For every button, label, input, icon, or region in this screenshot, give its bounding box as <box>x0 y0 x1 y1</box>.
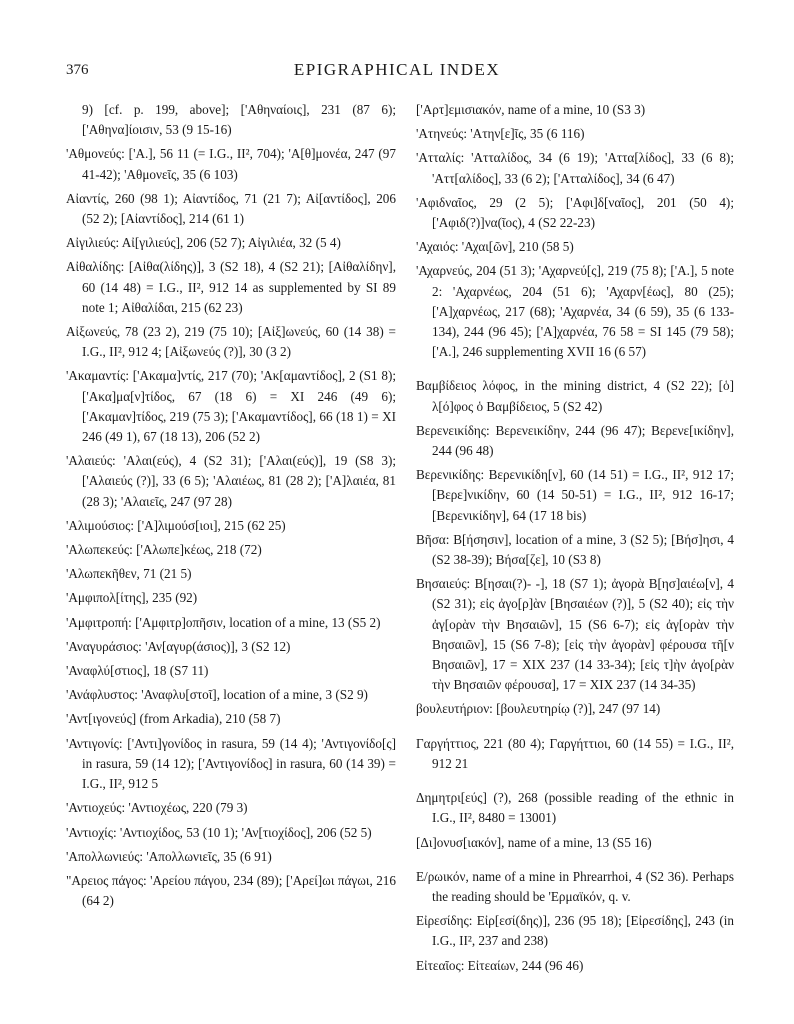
index-entry: 'Αθμονεύς: ['Α.], 56 11 (= I.G., II², 704); 'Α[θ]μονέα, 247 (97 41-42); 'Αθμονεῖς, 35 (6 103) <box>66 146 396 182</box>
index-entry: 'Ατηνεύς: 'Ατην[ε]ῖς, 35 (6 116) <box>416 126 585 142</box>
page-number: 376 <box>66 62 89 78</box>
index-entry: Βερενικίδης: Βερενικίδη[ν], 60 (14 51) = I.G., II², 912 17; [Βερε]νικίδην, 60 (14 50-51) = I.G., II², 912 16-17; [Βερενικίδην], 64 (17 18 bis) <box>416 467 734 523</box>
index-entry: Αἰαντίς, 260 (98 1); Αἰαντίδος, 71 (21 7); Αἰ[αντίδος], 206 (52 2); [Αἰαντίδος], 214 (61 1) <box>66 190 396 227</box>
index-entry: 'Αφιδναῖος, 29 (2 5); ['Αφι]δ[ναῖος], 201 (50 4); ['Αφιδ(?)]να(ῖος), 4 (S2 22-23) <box>416 194 734 231</box>
index-entry: 'Αλιμούσιος: ['Α]λιμούσ[ιοι], 215 (62 25) <box>66 517 286 533</box>
index-entry: 9) [cf. p. 199, above]; ['Αθηναίοις], 231 (87 6); ['Αθηνα]ίοισιν, 53 (9 15-16) <box>82 102 396 138</box>
index-entry: 'Αντ[ιγονεύς] (from Arkadia), 210 (58 7) <box>66 711 281 727</box>
index-entry: Γαργήττιος, 221 (80 4); Γαργήττιοι, 60 (14 55) = I.G., II², 912 21 <box>416 735 734 771</box>
index-entry: 'Αλωπεκεύς: ['Αλωπε]κέως, 218 (72) <box>66 542 262 558</box>
index-entry: Εἰτεαῖος: Εἰτεαίων, 244 (96 46) <box>416 957 584 973</box>
page-title: EPIGRAPHICAL INDEX <box>293 60 501 79</box>
index-entry: 'Αχαιός: 'Αχαι[ῶν], 210 (58 5) <box>416 239 574 255</box>
index-entry: 'Αναφλύ[στιος], 18 (S7 11) <box>66 663 209 679</box>
index-entry: Ε/ρωικόν, name of a mine in Phrearrhoi, 4 (S2 36). Perhaps the reading should be 'Ερμαϊκόν, q. v. <box>416 868 734 904</box>
index-entry: Αἰθαλίδης: [Αἰθα(λίδης)], 3 (S2 18), 4 (S2 21); [Αἰθαλίδην], 60 (14 48) = I.G., II², 912 14 as supplemented by SI 89 note 1; Αἰθαλίδαι, 215 (62 23) <box>66 259 396 315</box>
index-entry: 'Αντιοχίς: 'Αντιοχίδος, 53 (10 1); 'Αν[τιοχίδος], 206 (52 5) <box>66 824 372 840</box>
index-entry: Αἰξωνεύς, 78 (23 2), 219 (75 10); [Αἰξ]ωνεύς, 60 (14 38) = I.G., II², 912 4; [Αἰξωνεύς (?)], 30 (3 2) <box>66 324 396 360</box>
index-entry: 'Αχαρνεύς, 204 (51 3); 'Αχαρνεύ[ς], 219 (75 8); ['Α.], 5 note 2: 'Αχαρνέως, 204 (51 6); 'Αχαρν[έως], 80 (25); ['Α]χαρνέως, 217 (68); 'Αχαρνέα, 34 (6 59), 35 (6 133-134), 244 (96 45); ['Α]χαρνέα, 76 58 = SI 145 (79 58); ['Α.], 246 supplementing XVII 16 (6 57) <box>416 263 734 360</box>
index-entry: Βῆσα: Β[ήσησιν], location of a mine, 3 (S2 5); [Βήσ]ησι, 4 (S2 38-39); Βήσα[ζε], 10 (S3 8) <box>416 531 734 568</box>
index-entry: 'Αλωπεκῆθεν, 71 (21 5) <box>66 566 192 582</box>
index-entry: 'Αντιοχεύς: 'Αντιοχέως, 220 (79 3) <box>66 800 248 816</box>
index-entry: βουλευτήριον: [βουλευτηρίῳ (?)], 247 (97 14) <box>416 701 661 717</box>
index-entry: 'Αλαιεύς: 'Αλαι(εύς), 4 (S2 31); ['Αλαι(εύς)], 19 (S8 3); ['Αλαιεύς (?)], 33 (6 5); 'Αλαιέως, 81 (28 2); ['Α]λαιέα, 81 (28 3); 'Αλαιεῖς, 247 (97 28) <box>66 453 396 509</box>
index-entry: [Δι]ονυσ[ιακόν], name of a mine, 13 (S5 16) <box>416 834 652 850</box>
index-entry: Αἰγιλιεύς: Αἰ[γιλιεύς], 206 (52 7); Αἰγιλιέα, 32 (5 4) <box>66 235 341 251</box>
index-entry: 'Ακαμαντίς: ['Ακαμα]ντίς, 217 (70); 'Ακ[αμαντίδος], 2 (S1 8); ['Ακα]μα[ν]τίδος, 67 (18 6) = XI 246 (49 6); ['Ακαμαν]τίδος, 219 (75 3); ['Ακαμαντίδος], 66 (18 1) = XI 246 (49 1), 67 (18 13), 206 (52 2) <box>66 368 396 445</box>
right-column <box>416 100 734 980</box>
index-entry: 'Αμφιτροπή: ['Αμφιτρ]οπῆσιν, location of a mine, 13 (S5 2) <box>66 614 381 630</box>
index-entry: Δημητρι[εύς] (?), 268 (possible reading of the ethnic in I.G., II², 8480 = 13001) <box>416 790 734 826</box>
index-entry: 'Αντιγονίς: ['Αντι]γονίδος in rasura, 59 (14 4); 'Αντιγονίδο[ς] in rasura, 59 (14 12); ['Αντιγονίδος] in rasura, 60 (14 39) = I.G., II², 912 5 <box>66 735 396 792</box>
index-entry: "Αρειος πάγος: 'Αρείου πάγου, 234 (89); ['Αρεί]ωι πάγωι, 216 (64 2) <box>66 872 396 909</box>
index-entry: 'Ατταλίς: 'Ατταλίδος, 34 (6 19); 'Αττα[λίδος], 33 (6 8); 'Αττ[αλίδος], 33 (6 2); ['Ατταλίδος], 34 (6 47) <box>416 150 734 186</box>
index-entry: 'Αμφιπολ[ίτης], 235 (92) <box>66 590 198 606</box>
index-entry: Βησαιεύς: Β[ησαι(?)- -], 18 (S7 1); ἀγορὰ Β[ησ]αιέω[ν], 4 (S2 31); εἰς ἀγο[ρ]ὰν [Βησαιέων (?)], 5 (S2 40); εἰς τὴν ἀγ[ορὰν τὴν Βησαιῶν], 15 (S6 6-7); εἰς ἀγ[ορὰν τὴν Βησαιῶν], 15 (S6 7-8); [εἰς τὴν ἀγορὰν] φέρουσα τῆ[ν Βησαιῶν], 17 = XIX 237 (14 33-34); [εἰς τ]ὴν ἀγο[ρὰν τὴν Βησαιῶν φέρουσα], 17 = XIX 237 (14 34-35) <box>416 576 734 693</box>
index-entry: 'Αναγυράσιος: 'Αν[αγυρ(άσιος)], 3 (S2 12) <box>66 638 291 654</box>
index-entry: Βαμβίδειος λόφος, in the mining district, 4 (S2 22); [ὁ] λ[ό]φος ὁ Βαμβίδειος, 5 (S2 42) <box>416 378 734 414</box>
index-entry: Βερενεικίδης: Βερενεικίδην, 244 (96 47); Βερενε[ικίδην], 244 (96 48) <box>416 422 734 459</box>
index-entry: Εἰρεσίδης: Εἰρ[εσί(δης)], 236 (95 18); [Εἰρεσίδης], 243 (in I.G., II², 237 and 238) <box>416 913 734 949</box>
index-entry: ['Αρτ]εμισιακόν, name of a mine, 10 (S3 3) <box>416 102 646 117</box>
index-entry: 'Απολλωνιεύς: 'Απολλωνιεῖς, 35 (6 91) <box>66 848 272 864</box>
index-entry: 'Ανάφλυστος: 'Αναφλυ[στοῖ], location of a mine, 3 (S2 9) <box>66 687 368 703</box>
left-column <box>66 100 396 915</box>
